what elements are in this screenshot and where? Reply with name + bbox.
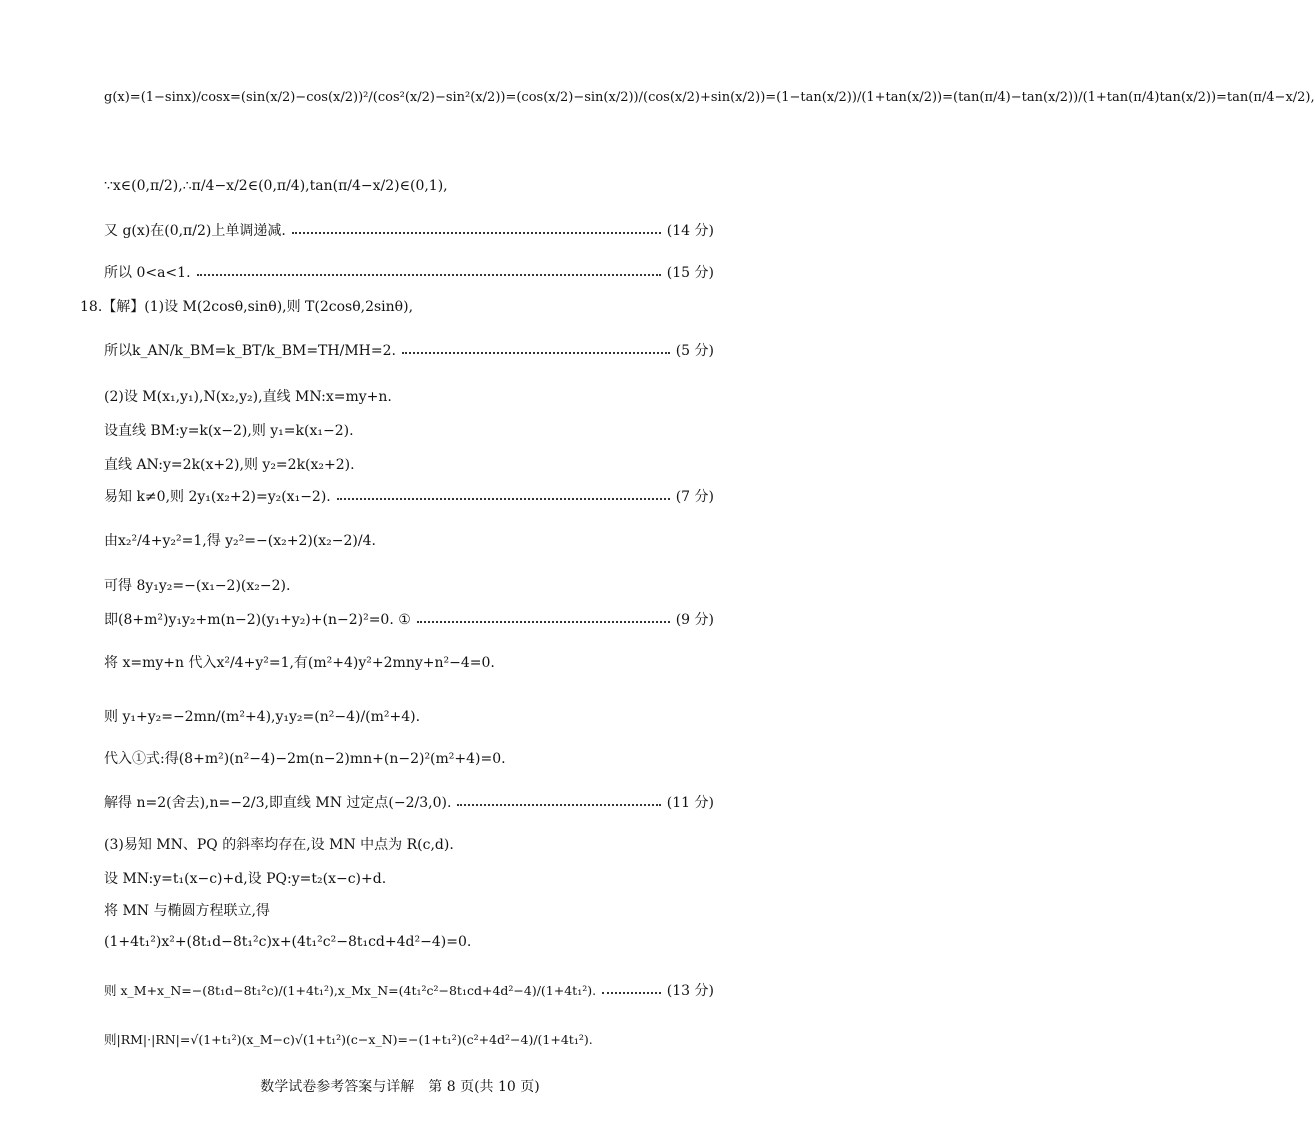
page-footer: 数学试卷参考答案与详解 第 8 页(共 10 页) bbox=[260, 1079, 540, 1095]
text-line: (3)易知 MN、PQ 的斜率均存在,设 MN 中点为 R(c,d). bbox=[104, 837, 454, 853]
leader-dots bbox=[417, 621, 670, 623]
formula-line: (1+4t₁²)x²+(8t₁d−8t₁²c)x+(4t₁²c²−8t₁cd+4d²−4)=0. bbox=[104, 934, 472, 950]
formula-line: 由x₂²/4+y₂²=1,得 y₂²=−(x₂+2)(x₂−2)/4. bbox=[104, 533, 376, 549]
leader-dots bbox=[337, 498, 670, 500]
leader-dots bbox=[457, 804, 660, 806]
leader-dots bbox=[602, 992, 661, 994]
text-line: 直线 AN:y=2k(x+2),则 y₂=2k(x₂+2). bbox=[104, 457, 355, 473]
formula-line: ∵x∈(0,π/2),∴π/4−x/2∈(0,π/4),tan(π/4−x/2)∈(0,1), bbox=[104, 178, 448, 194]
formula-line: 将 x=my+n 代入x²/4+y²=1,有(m²+4)y²+2mny+n²−4=0. bbox=[104, 655, 495, 671]
text-line: 将 MN 与椭圆方程联立,得 bbox=[104, 903, 270, 919]
text-line: 设直线 BM:y=k(x−2),则 y₁=k(x₁−2). bbox=[104, 423, 354, 439]
scored-line: 易知 k≠0,则 2y₁(x₂+2)=y₂(x₁−2). (7 分) bbox=[104, 489, 714, 505]
scored-line: 解得 n=2(舍去),n=−2/3,即直线 MN 过定点(−2/3,0). (11 分) bbox=[104, 795, 714, 811]
leader-dots bbox=[197, 274, 661, 276]
text-line: 代入①式:得(8+m²)(n²−4)−2m(n−2)mn+(n−2)²(m²+4)=0. bbox=[104, 751, 506, 767]
problem-heading: 18.【解】(1)设 M(2cosθ,sinθ),则 T(2cosθ,2sinθ), bbox=[80, 299, 414, 315]
formula-line: g(x)=(1−sinx)/cosx=(sin(x/2)−cos(x/2))²/(cos²(x/2)−sin²(x/2))=(cos(x/2)−sin(x/2))/(cos(x/2)+sin(x/2))=(1−tan(x/2))/(1+tan(x/2))=(tan(π/4)−tan(x/2))/(1+tan(π/4)tan(x/2))=tan(π/4−x/2), bbox=[104, 90, 1315, 105]
text-line: (2)设 M(x₁,y₁),N(x₂,y₂),直线 MN:x=my+n. bbox=[104, 389, 392, 405]
formula-line: 则 y₁+y₂=−2mn/(m²+4),y₁y₂=(n²−4)/(m²+4). bbox=[104, 709, 421, 725]
leader-dots bbox=[292, 232, 661, 234]
scored-line: 所以 0<a<1. (15 分) bbox=[104, 265, 714, 281]
leader-dots bbox=[402, 352, 670, 354]
scored-line: 又 g(x)在(0,π/2)上单调递减. (14 分) bbox=[104, 223, 714, 239]
text-line: 设 MN:y=t₁(x−c)+d,设 PQ:y=t₂(x−c)+d. bbox=[104, 871, 387, 887]
scored-line: 则 x_M+x_N=−(8t₁d−8t₁²c)/(1+4t₁²),x_Mx_N=(4t₁²c²−8t₁cd+4d²−4)/(1+4t₁²). (13 分) bbox=[104, 983, 714, 999]
formula-line: 则|RM|·|RN|=√(1+t₁²)(x_M−c)√(1+t₁²)(c−x_N)=−(1+t₁²)(c²+4d²−4)/(1+4t₁²). bbox=[104, 1032, 593, 1047]
scored-line: 即(8+m²)y₁y₂+m(n−2)(y₁+y₂)+(n−2)²=0. ① (9 分) bbox=[104, 612, 714, 628]
scored-line: 所以k_AN/k_BM=k_BT/k_BM=TH/MH=2. (5 分) bbox=[104, 343, 714, 359]
text-line: 可得 8y₁y₂=−(x₁−2)(x₂−2). bbox=[104, 578, 291, 594]
